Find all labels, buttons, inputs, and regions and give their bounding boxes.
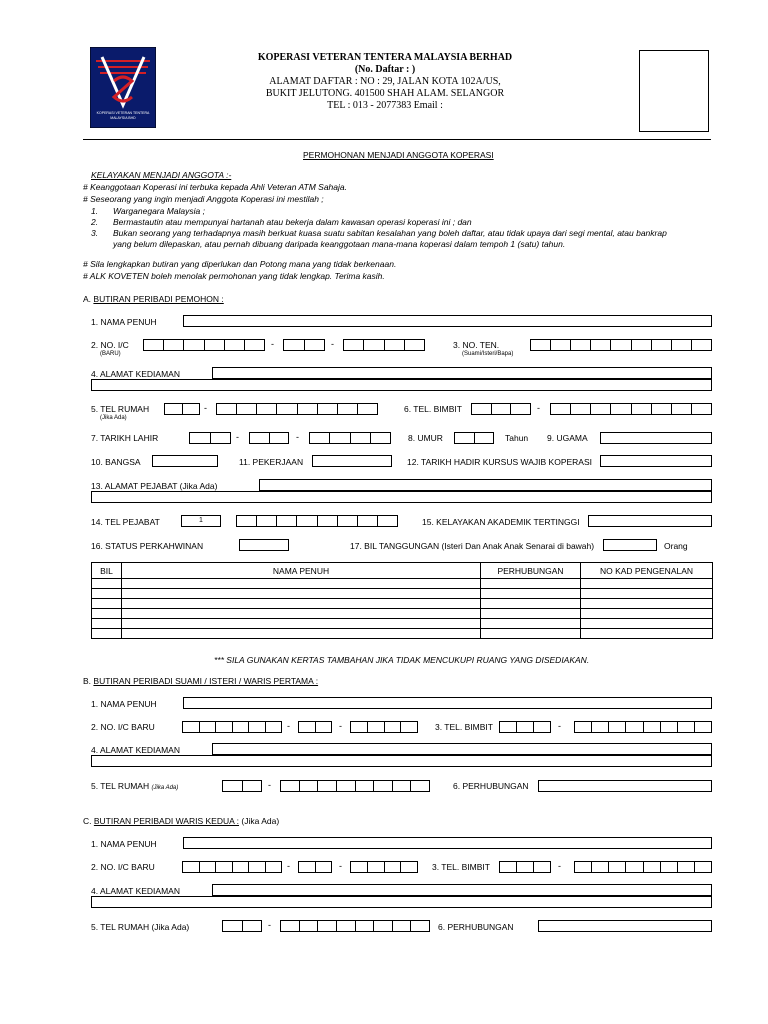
b-tel-bimbit-code-field[interactable] (499, 721, 551, 733)
b-ic-field-part2[interactable] (298, 721, 332, 733)
ugama-field[interactable] (600, 432, 712, 444)
date-dash: - (236, 432, 239, 442)
b-nama-field[interactable] (183, 697, 712, 709)
eligibility-item-num: 2. (91, 217, 99, 227)
c-alamat-field-line2[interactable] (91, 896, 712, 908)
table-header: PERHUBUNGAN (481, 563, 581, 579)
label-pekerjaan: 11. PEKERJAAN (239, 457, 304, 467)
dependents-table (91, 562, 713, 639)
alamat-pejabat-field-line1[interactable] (259, 479, 712, 491)
eligibility-note2: # ALK KOVETEN boleh menolak permohonan yang tidak lengkap. Terima kasih. (83, 271, 385, 281)
table-row[interactable] (92, 619, 713, 629)
eligibility-item-num: 1. (91, 206, 99, 216)
label-alamat-pejabat: 13. ALAMAT PEJABAT (Jika Ada) (91, 481, 218, 491)
c-ic-field-part3[interactable] (350, 861, 418, 873)
tel-pejabat-number-field[interactable] (236, 515, 398, 527)
logo-text: KOPERASI VETERAN TENTERA MALAYSIA BHD (96, 111, 150, 120)
label-tahun: Tahun (505, 433, 529, 443)
b-ic-field-part1[interactable] (182, 721, 282, 733)
table-row[interactable] (92, 629, 713, 639)
alamat-pejabat-field-line2[interactable] (91, 491, 712, 503)
label-c-ic: 2. NO. I/C BARU (91, 862, 155, 872)
label-orang: Orang (664, 541, 688, 551)
alamat-field-line2[interactable] (91, 379, 712, 391)
header-divider (83, 139, 711, 140)
ic-field-part3[interactable] (343, 339, 425, 351)
reg-no: (No. Daftar : ) (354, 64, 416, 75)
kursus-field[interactable] (600, 455, 712, 467)
tel-pejabat-code-field[interactable] (181, 515, 221, 527)
label-c-nama: 1. NAMA PENUH (91, 839, 157, 849)
c-perhubungan-field[interactable] (538, 920, 712, 932)
tel-dash: - (558, 721, 561, 731)
section-c-title-text: BUTIRAN PERIBADI WARIS KEDUA : (93, 816, 240, 826)
b-tel-rumah-number-field[interactable] (280, 780, 430, 792)
label-b-ic: 2. NO. I/C BARU (91, 722, 155, 732)
b-tel-rumah-label: 5. TEL RUMAH (91, 781, 150, 791)
label-b-perhubungan: 6. PERHUBUNGAN (453, 781, 529, 791)
ic-field-part2[interactable] (283, 339, 325, 351)
label-c-tel-rumah: 5. TEL RUMAH (Jika Ada) (91, 922, 190, 932)
tel-rumah-code-field[interactable] (164, 403, 200, 415)
contact-line: TEL : 013 - 2077383 Email : (327, 100, 443, 111)
no-ten-field[interactable] (530, 339, 712, 351)
label-bangsa: 10. BANGSA (91, 457, 141, 467)
ic-dash: - (287, 861, 290, 871)
table-row[interactable] (92, 609, 713, 619)
eligibility-heading: KELAYAKAN MENJADI ANGGOTA :- (91, 170, 232, 180)
b-tel-bimbit-number-field[interactable] (574, 721, 712, 733)
eligibility-item: Bermastautin atau mempunyai hartanah atau bekerja dalam kawasan operasi koperasi ini ; dan (113, 217, 472, 227)
section-b-title-text: BUTIRAN PERIBADI SUAMI / ISTERI / WARIS PERTAMA : (93, 676, 319, 686)
label-status-perkahwinan: 16. STATUS PERKAHWINAN (91, 541, 204, 551)
eligibility-line1: # Keanggotaan Koperasi ini terbuka kepada Ahli Veteran ATM Sahaja. (83, 182, 347, 192)
eligibility-line2: # Seseorang yang ingin menjadi Anggota Koperasi ini mestilah ; (83, 194, 324, 204)
section-c-title (83, 816, 279, 826)
label-kursus: 12. TARIKH HADIR KURSUS WAJIB KOPERASI (407, 457, 592, 467)
eligibility-item: Warganegara Malaysia ; (113, 206, 205, 216)
tel-pejabat-prefill: 1 (199, 517, 203, 524)
c-tel-bimbit-code-field[interactable] (499, 861, 551, 873)
date-dash: - (296, 432, 299, 442)
label-tel-pejabat: 14. TEL PEJABAT (91, 517, 160, 527)
photo-box (639, 50, 709, 132)
eligibility-item-num: 3. (91, 228, 99, 238)
label-ugama: 9. UGAMA (547, 433, 588, 443)
label-b-tel-rumah (91, 781, 178, 791)
b-perhubungan-field[interactable] (538, 780, 712, 792)
alamat-field-line1[interactable] (212, 367, 712, 379)
table-row[interactable] (92, 589, 713, 599)
label-nama-penuh: 1. NAMA PENUH (91, 317, 157, 327)
b-tel-rumah-note: (Jika Ada) (151, 785, 179, 791)
label-tarikh-lahir: 7. TARIKH LAHIR (91, 433, 159, 443)
pekerjaan-field[interactable] (312, 455, 392, 467)
umur-field[interactable] (454, 432, 494, 444)
c-ic-field-part2[interactable] (298, 861, 332, 873)
b-alamat-field-line2[interactable] (91, 755, 712, 767)
c-tel-rumah-code-field[interactable] (222, 920, 262, 932)
ic-note: (BARU) (100, 351, 121, 357)
tel-bimbit-code-field[interactable] (471, 403, 531, 415)
tel-dash: - (204, 403, 207, 413)
akademik-field[interactable] (588, 515, 712, 527)
section-a-title-text: BUTIRAN PERIBADI PEMOHON : (93, 294, 224, 304)
tel-rumah-note: (Jika Ada) (100, 415, 127, 421)
section-c-prefix: C. (83, 816, 94, 826)
bangsa-field[interactable] (152, 455, 218, 467)
eligibility-note1: # Sila lengkapkan butiran yang diperlukan dan Potong mana yang tidak berkenaan. (83, 259, 397, 269)
b-tel-rumah-code-field[interactable] (222, 780, 262, 792)
tel-bimbit-number-field[interactable] (550, 403, 712, 415)
label-tel-rumah: 5. TEL RUMAH (91, 404, 150, 414)
table-header: BIL (92, 563, 122, 579)
address-line1: ALAMAT DAFTAR : NO : 29, JALAN KOTA 102A/US, (269, 76, 501, 87)
label-alamat: 4. ALAMAT KEDIAMAN (91, 369, 180, 379)
label-tanggungan: 17. BIL TANGGUNGAN (Isteri Dan Anak Anak Senarai di bawah) (350, 541, 595, 551)
c-nama-field[interactable] (183, 837, 712, 849)
c-tel-bimbit-number-field[interactable] (574, 861, 712, 873)
eligibility-item: Bukan seorang yang terhadapnya masih berkuat kuasa suatu sabitan kesalahan yang boleh daftar, atau tidak upaya dari segi mental, atau bankrap (113, 228, 667, 238)
label-b-tel-bimbit: 3. TEL. BIMBIT (435, 722, 493, 732)
tarikh-lahir-month-field[interactable] (249, 432, 289, 444)
label-akademik: 15. KELAYAKAN AKADEMIK TERTINGGI (422, 517, 580, 527)
table-header: NO KAD PENGENALAN (581, 563, 713, 579)
form-title: PERMOHONAN MENJADI ANGGOTA KOPERASI (303, 150, 494, 160)
label-c-tel-bimbit: 3. TEL. BIMBIT (432, 862, 490, 872)
section-a-prefix: A. (83, 294, 94, 304)
address-line2: BUKIT JELUTONG. 401500 SHAH ALAM. SELANGOR (265, 88, 505, 99)
ic-dash: - (339, 861, 342, 871)
ic-field-part1[interactable] (143, 339, 265, 351)
tel-dash: - (537, 403, 540, 413)
tel-dash: - (268, 780, 271, 790)
tanggungan-field[interactable] (603, 539, 657, 551)
section-b-prefix: B. (83, 676, 94, 686)
ic-dash: - (287, 721, 290, 731)
label-umur: 8. UMUR (408, 433, 443, 443)
org-name: KOPERASI VETERAN TENTERA MALAYSIA BERHAD (257, 52, 513, 63)
table-header: NAMA PENUH (122, 563, 481, 579)
ten-note: (Suami/Isteri/Bapa) (462, 351, 514, 357)
label-no-ten: 3. NO. TEN. (453, 340, 500, 350)
b-ic-field-part3[interactable] (350, 721, 418, 733)
label-ic: 2. NO. I/C (91, 340, 129, 350)
tarikh-lahir-day-field[interactable] (189, 432, 231, 444)
label-c-alamat: 4. ALAMAT KEDIAMAN (91, 886, 180, 896)
label-tel-bimbit: 6. TEL. BIMBIT (404, 404, 462, 414)
ic-dash: - (271, 339, 274, 349)
c-ic-field-part1[interactable] (182, 861, 282, 873)
label-b-alamat: 4. ALAMAT KEDIAMAN (91, 745, 180, 755)
ic-dash: - (339, 721, 342, 731)
nama-penuh-field[interactable] (183, 315, 712, 327)
tarikh-lahir-year-field[interactable] (309, 432, 391, 444)
section-a-title (83, 294, 224, 304)
tel-rumah-number-field[interactable] (216, 403, 378, 415)
tel-dash: - (558, 861, 561, 871)
c-alamat-field-line1[interactable] (212, 884, 712, 896)
table-row[interactable] (92, 579, 713, 589)
ic-dash: - (331, 339, 334, 349)
org-header (230, 52, 540, 112)
section-b-title (83, 676, 318, 686)
status-perkahwinan-field[interactable] (239, 539, 289, 551)
table-note: *** SILA GUNAKAN KERTAS TAMBAHAN JIKA TIDAK MENCUKUPI RUANG YANG DISEDIAKAN. (214, 655, 590, 665)
koperasi-logo (90, 47, 156, 128)
label-c-perhubungan: 6. PERHUBUNGAN (438, 922, 514, 932)
label-b-nama: 1. NAMA PENUH (91, 699, 157, 709)
c-tel-rumah-number-field[interactable] (280, 920, 430, 932)
section-c-title-suffix: (Jika Ada) (239, 816, 280, 826)
eligibility-item: yang belum dilepaskan, atau pernah dibuang daripada keanggotaan mana-mana koperasi dalam tempoh 1 (satu) tahun. (113, 239, 566, 249)
tel-dash: - (268, 920, 271, 930)
table-row[interactable] (92, 599, 713, 609)
b-alamat-field-line1[interactable] (212, 743, 712, 755)
